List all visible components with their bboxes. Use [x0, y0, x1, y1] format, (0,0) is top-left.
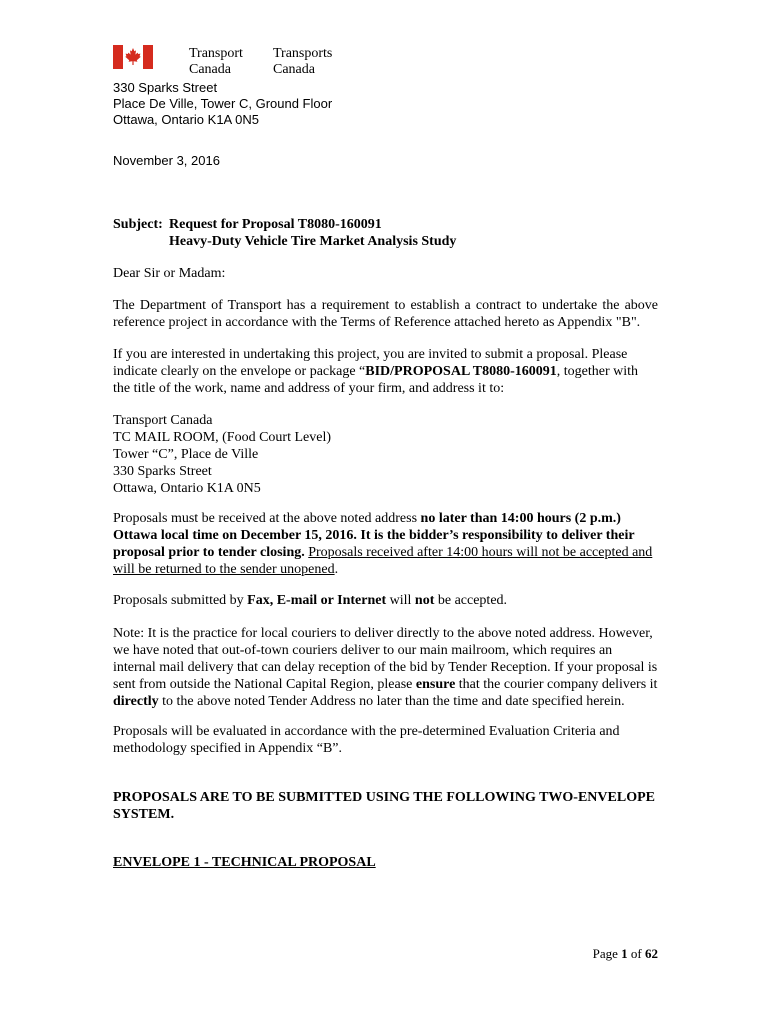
paragraph-submission-methods: Proposals submitted by Fax, E-mail or Internet will not be accepted.: [113, 593, 508, 608]
mail-address-line: TC MAIL ROOM, (Food Court Level): [113, 430, 332, 445]
paragraph-deadline: Proposals must be received at the above noted address no later than 14:00 hours (2 p.m.) Ottawa local time on December 15, 2016. It is the bidder’s responsibility to deliver their proposal prior to tender closing. Proposals received after 14:00 hours will not be accepted and will be returned to the sender unopened.: [113, 511, 653, 577]
bid-reference: BID/PROPOSAL T8080-160091: [365, 364, 557, 379]
address-line: Ottawa, Ontario K1A 0N5: [113, 112, 259, 127]
envelope1-heading: ENVELOPE 1 - TECHNICAL PROPOSAL: [113, 855, 376, 870]
late-proposals-warning: Proposals received after 14:00 hours will not be accepted and will be returned to the sender unopened: [113, 545, 653, 577]
dept-fr-line2: Canada: [273, 62, 315, 77]
dept-en-line1: Transport: [189, 46, 243, 61]
mail-address: [113, 412, 658, 497]
dept-name-english: [189, 46, 243, 78]
salutation: Dear Sir or Madam:: [113, 266, 226, 281]
paragraph-evaluation: Proposals will be evaluated in accordance with the pre-determined Evaluation Criteria and methodology specified in Appendix “B”.: [113, 724, 620, 756]
mail-address-line: Tower “C”, Place de Ville: [113, 447, 259, 462]
canada-flag-icon: [113, 45, 153, 69]
dept-en-line2: Canada: [189, 62, 231, 77]
paragraph-invitation: If you are interested in undertaking this project, you are invited to submit a proposal. Please indicate clearly on the envelope or package “BID/PROPOSAL T8080-160091, together with the title of the work, name and address of your firm, and address it to:: [113, 347, 639, 396]
subject-label: Subject:: [113, 217, 163, 232]
two-envelope-heading: PROPOSALS ARE TO BE SUBMITTED USING THE FOLLOWING TWO-ENVELOPE SYSTEM.: [113, 790, 655, 822]
paragraph-requirement: The Department of Transport has a requirement to establish a contract to undertake the above reference project in accordance with the Terms of Reference attached hereto as Appendix "B".: [113, 298, 658, 330]
subject-line2: Heavy-Duty Vehicle Tire Market Analysis Study: [169, 234, 457, 249]
dept-name-french: [273, 46, 332, 78]
mail-address-line: Ottawa, Ontario K1A 0N5: [113, 481, 261, 496]
sender-address: [113, 80, 332, 128]
page-number: Page 1 of 62: [592, 946, 658, 961]
mail-address-line: Transport Canada: [113, 413, 213, 428]
paragraph-courier-note: Note: It is the practice for local couriers to deliver directly to the above noted address. However, we have noted that out-of-town couriers deliver to our main mailroom, which requires an internal mail delivery that can delay reception of the bid by Tender Reception. If your proposal is sent from outside the National Capital Region, please ensure that the courier company delivers it directly to the above noted Tender Address no later than the time and date specified herein.: [113, 626, 658, 709]
mail-address-line: 330 Sparks Street: [113, 464, 212, 479]
address-line: Place De Ville, Tower C, Ground Floor: [113, 96, 333, 111]
dept-fr-line1: Transports: [273, 46, 333, 61]
subject-block: [113, 216, 456, 250]
letter-date: November 3, 2016: [113, 153, 220, 168]
subject-line1: Request for Proposal T8080-160091: [169, 217, 382, 232]
address-line: 330 Sparks Street: [113, 80, 218, 95]
deadline-text: no later than 14:00 hours (2 p.m.) Ottawa local time on December 15, 2016. It is the bidder’s responsibility to deliver their proposal prior to tender closing.: [113, 511, 635, 560]
